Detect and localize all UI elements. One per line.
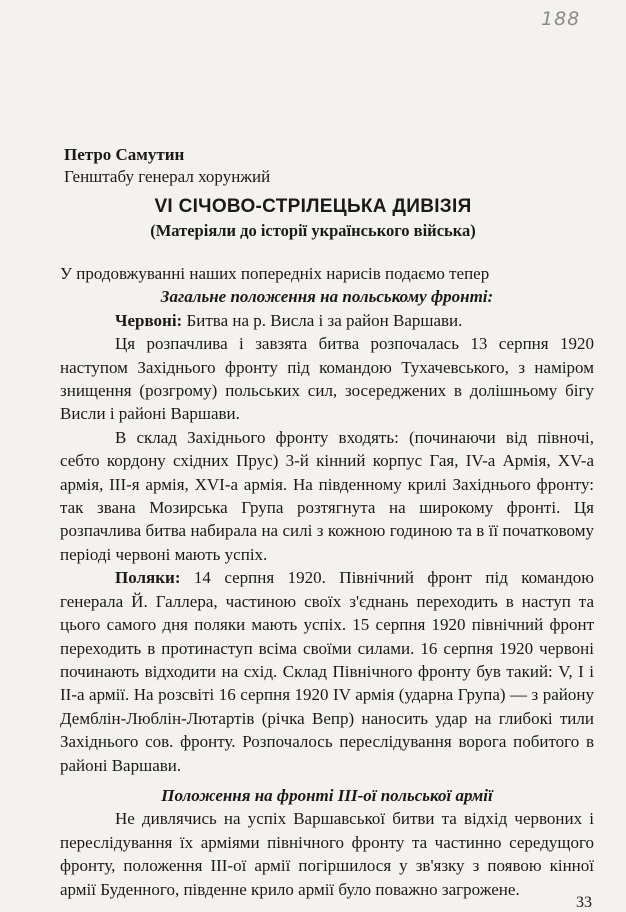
document-title: VI СІЧОВО-СТРІЛЕЦЬКА ДИВІЗІЯ: [154, 196, 472, 217]
paragraph-text-poles: 14 серпня 1920. Північний фронт під командою генерала Й. Галлера, частиною своїх з'єднань переходить в наступ та цього самого дня поляки мають успіх. 15 серпня 1920 північний фронт переходить в протинаступ всіма своїми силами. 16 серпня 1920 червоні починають відходити на схід. Склад Північного фронту був такий: V, I і II-а армії. На розсвіті 16 серпня 1920 IV армія (ударна Група) — з району Демблін-Люблін-Лютартів (річка Вепр) наносить удар на глибокі тили Західнього сов. фронту. Розпочалось переслідування ворога побитого в районі Варшави.: [60, 568, 594, 775]
paragraph-battle: Ця розпачлива і завзята битва розпочалась 13 серпня 1920 наступом Західнього фронту під командою Тухачевського, з наміром знищення (розгрому) польських сил, зосереджених в долішньому бігу Висли і районі Варшави.: [60, 334, 594, 424]
paragraph-text-reds: Битва на р. Висла і за район Варшави.: [182, 310, 463, 330]
document-body: [60, 262, 594, 901]
section-heading-general: Загальне положення на польському фронті:: [160, 287, 494, 307]
page-number: 33: [576, 894, 592, 911]
paragraph-third-army: Не дивлячись на успіх Варшавської битви та відхід червоних і переслідування їх арміями північного фронту та частинно середущого фронту, положення III-ої армії погіршилося у зв'язку з появою кінної армії Буденного, південне крило армії було поважно загрожене.: [60, 809, 594, 899]
author-name: Петро Самутин: [64, 145, 185, 164]
paragraph-lead-poles: Поляки:: [115, 568, 181, 588]
archive-number: 188: [541, 8, 581, 30]
paragraph-reds: [60, 309, 594, 332]
author-rank: Генштабу генерал хорунжий: [64, 167, 271, 186]
section-heading-third-army: Положення на фронті III-ої польської армії: [161, 785, 493, 805]
paragraph-lead-reds: Червоні:: [115, 310, 183, 330]
document-subtitle: (Матеріяли до історії українського війська): [150, 221, 476, 240]
paragraph-poles: [60, 566, 594, 777]
paragraph-western-front: В склад Західнього фронту входять: (починаючи від півночі, себто кордону східних Прус) 3-й кінний корпус Гая, IV-а Армія, XV-а армія, III-я армія, XVI-а армія. На південному крилі Західнього фронту: так звана Мозирська Група розтягнута на широкому фронті. Ця розпачлива битва набирала на силі з кожною годиною та в її початковому періоді червоні мають успіх.: [60, 427, 594, 564]
intro-paragraph: У продовжуванні наших попередніх нарисів подаємо тепер: [60, 264, 490, 283]
